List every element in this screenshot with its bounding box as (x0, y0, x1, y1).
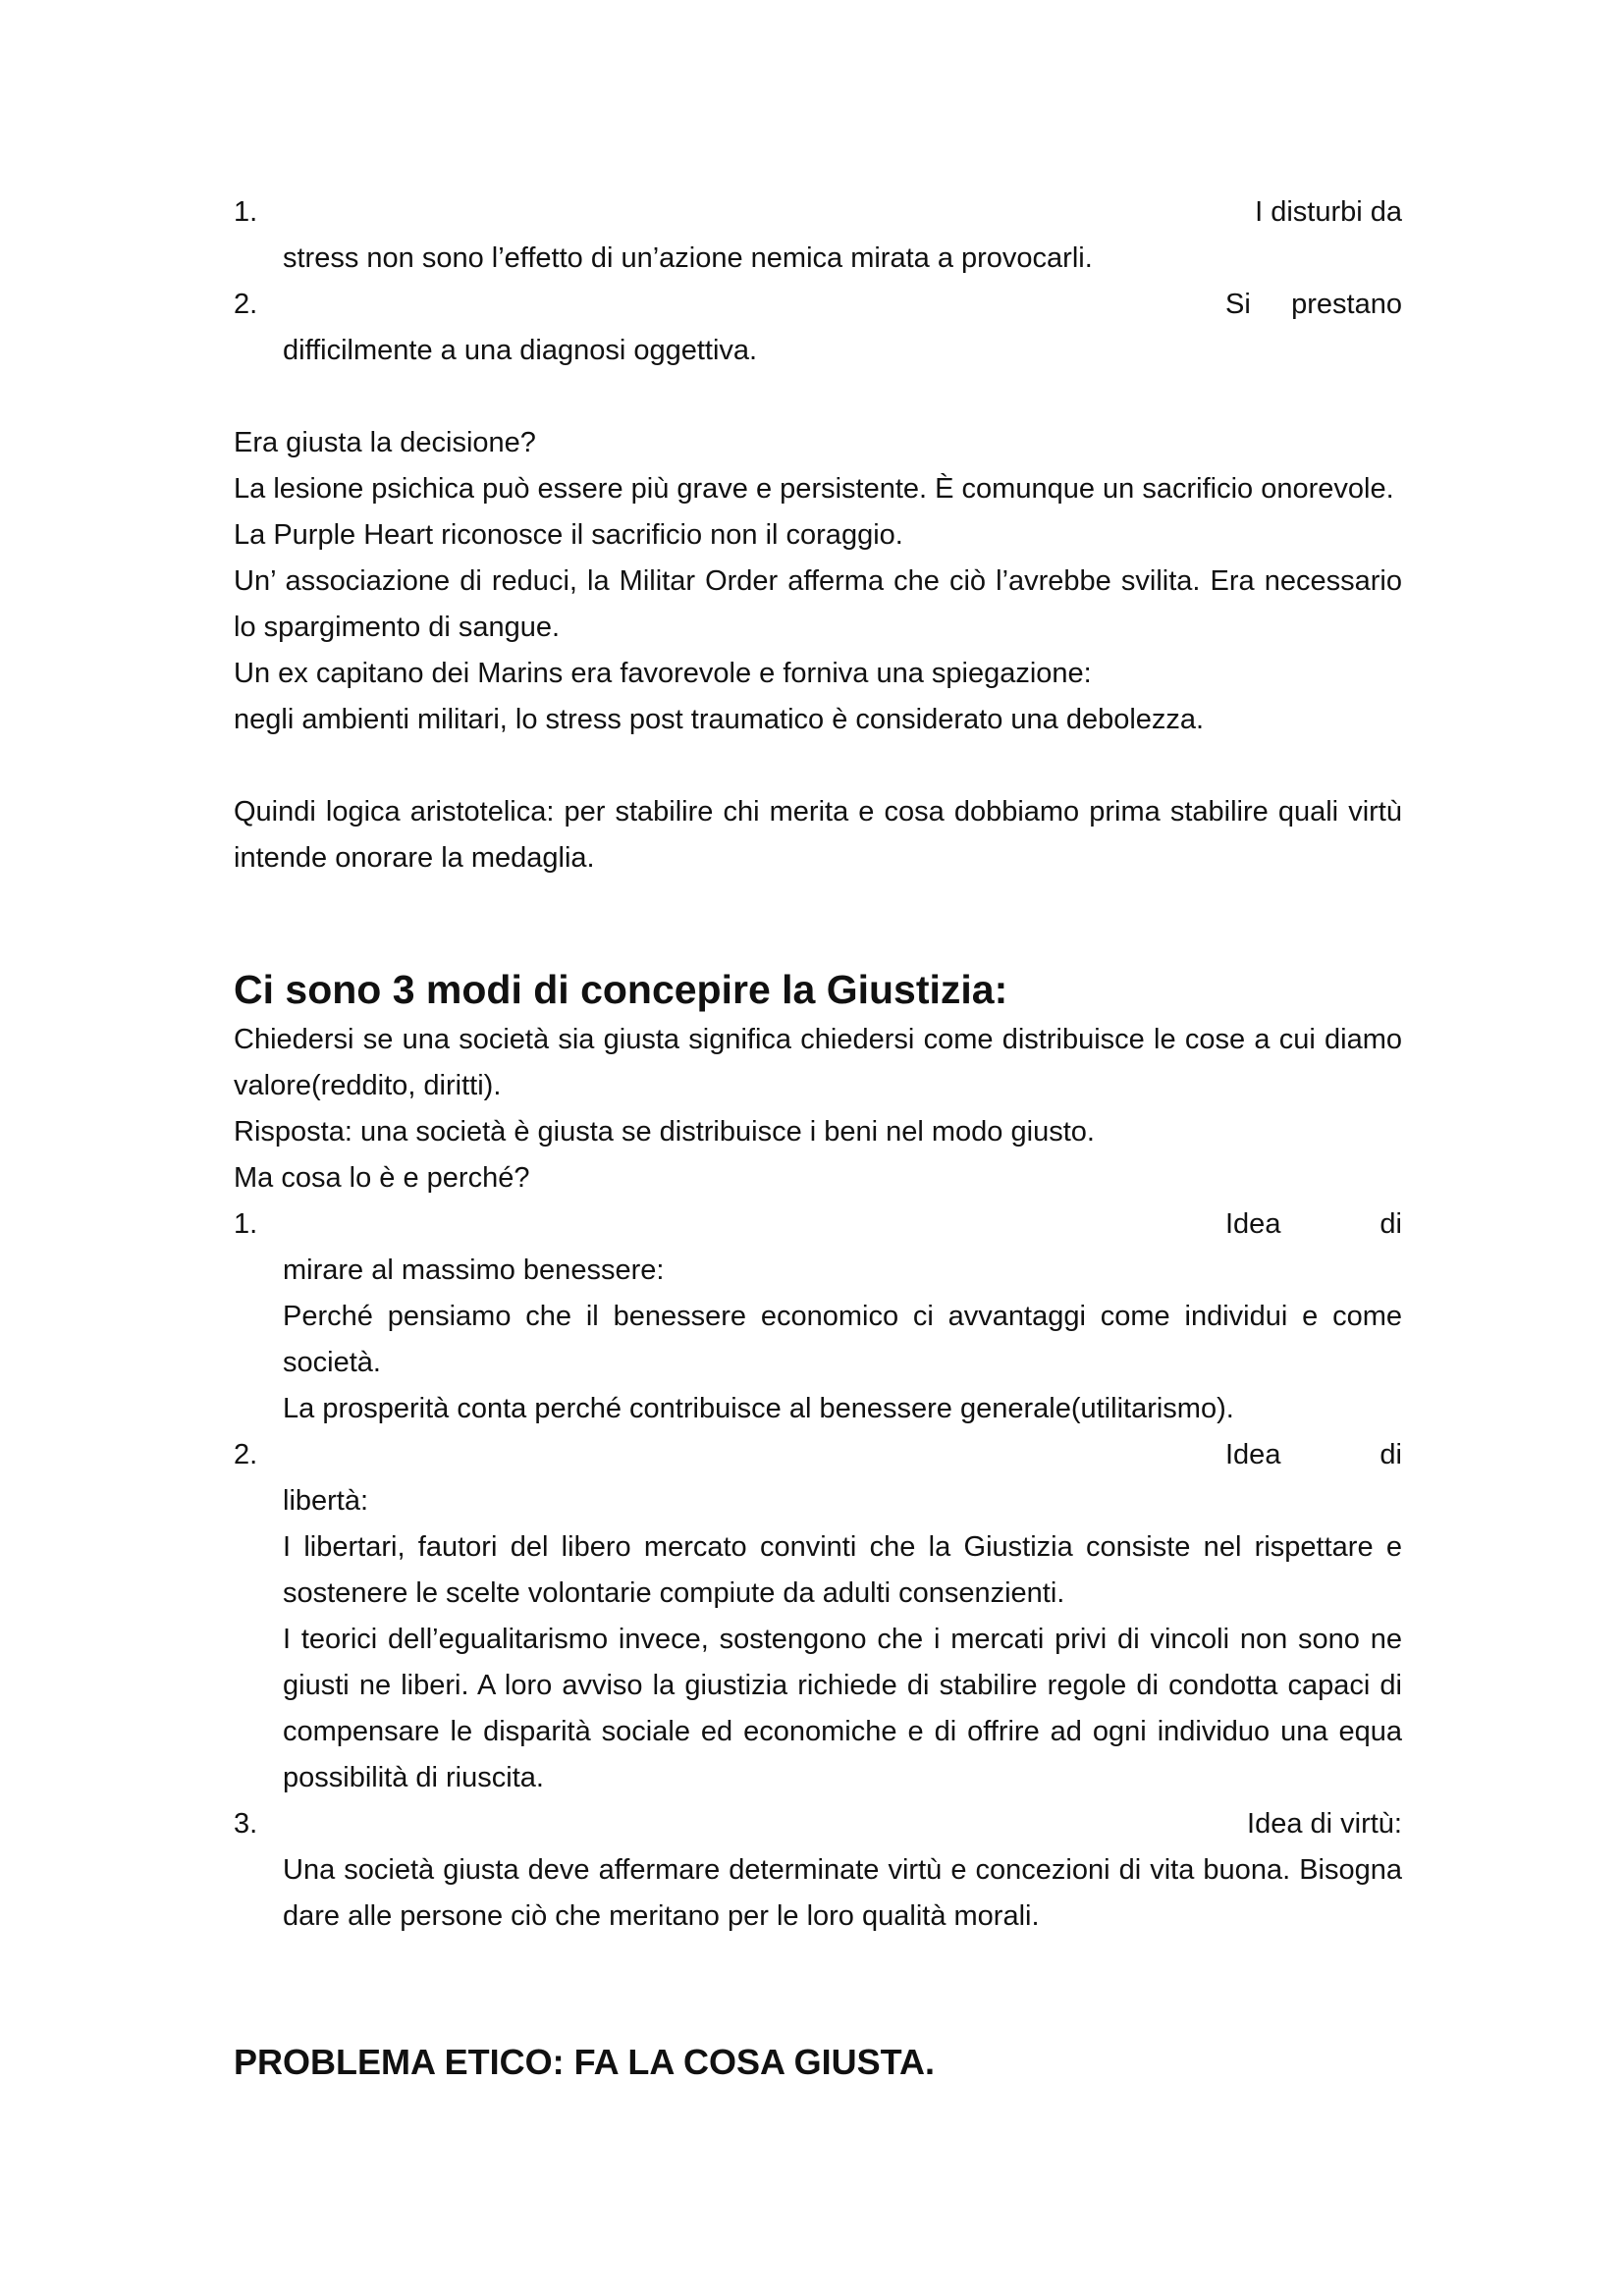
list-line: libertà: (283, 1485, 369, 1517)
paragraph: La Purple Heart riconosce il sacrificio non il coraggio. (234, 519, 903, 551)
list-lead-word: di (1380, 1439, 1402, 1470)
list-line: I teorici dell’egualitarismo invece, sostengono che i mercati privi di vincoli non sono ne giusti ne liberi. A loro avviso la giustizia richiede di stabilire regole di condotta capaci di compensare le disparità sociale ed economiche e di offrire ad ogni individuo una equa possibilità di riuscita. (283, 1624, 1402, 1793)
list-number: 3. (234, 1808, 258, 1840)
list-lead-word: Idea (1225, 1208, 1281, 1240)
list-number: 1. (234, 196, 258, 228)
paragraph: Un ex capitano dei Marins era favorevole e forniva una spiegazione: (234, 658, 1092, 689)
list-lead-word: di (1380, 1208, 1402, 1240)
paragraph: Era giusta la decisione? (234, 427, 536, 458)
list-number: 1. (234, 1208, 258, 1240)
list-number: 2. (234, 1439, 258, 1470)
paragraph: Chiedersi se una società sia giusta significa chiedersi come distribuisce le cose a cui diamo valore(reddito, diritti). (234, 1024, 1402, 1101)
paragraph: Quindi logica aristotelica: per stabilire chi merita e cosa dobbiamo prima stabilire quali virtù intende onorare la medaglia. (234, 796, 1402, 874)
list-number: 2. (234, 289, 258, 320)
paragraph: Ma cosa lo è e perché? (234, 1162, 530, 1194)
list-line: I libertari, fautori del libero mercato convinti che la Giustizia consiste nel rispettare e sostenere le scelte volontarie compiute da adulti consenzienti. (283, 1531, 1402, 1609)
section-heading: PROBLEMA ETICO: FA LA COSA GIUSTA. (234, 2042, 935, 2082)
list-item (234, 1201, 1402, 1432)
section-heading: Ci sono 3 modi di concepire la Giustizia: (234, 967, 1008, 1012)
list-line: mirare al massimo benessere: (283, 1255, 665, 1286)
list-continuation: difficilmente a una diagnosi oggettiva. (283, 335, 758, 366)
list-item (234, 189, 1402, 282)
list-item (234, 1432, 1402, 1801)
list-item (234, 1801, 1402, 1940)
list-lead-text: I disturbi da (1255, 196, 1402, 228)
list-lead-text: Idea di virtù: (1247, 1808, 1402, 1840)
list-item (234, 282, 1402, 374)
paragraph: La lesione psichica può essere più grave e persistente. È comunque un sacrificio onorevole. (234, 473, 1394, 505)
paragraph: Un’ associazione di reduci, la Militar Order afferma che ciò l’avrebbe svilita. Era necessario lo spargimento di sangue. (234, 565, 1402, 643)
list-line: Una società giusta deve affermare determinate virtù e concezioni di vita buona. Bisogna dare alle persone ciò che meritano per le loro qualità morali. (283, 1854, 1402, 1932)
list-continuation: stress non sono l’effetto di un’azione nemica mirata a provocarli. (283, 242, 1093, 274)
list-line: Perché pensiamo che il benessere economico ci avvantaggi come individui e come società. (283, 1301, 1402, 1378)
list-line: La prosperità conta perché contribuisce al benessere generale(utilitarismo). (283, 1393, 1234, 1424)
paragraph: Risposta: una società è giusta se distribuisce i beni nel modo giusto. (234, 1116, 1095, 1148)
paragraph: negli ambienti militari, lo stress post traumatico è considerato una debolezza. (234, 704, 1205, 735)
page-content (234, 189, 1402, 2087)
list-lead-word: Idea (1225, 1439, 1281, 1470)
list-lead-word: prestano (1291, 289, 1402, 320)
list-lead-word: Si (1225, 289, 1251, 320)
